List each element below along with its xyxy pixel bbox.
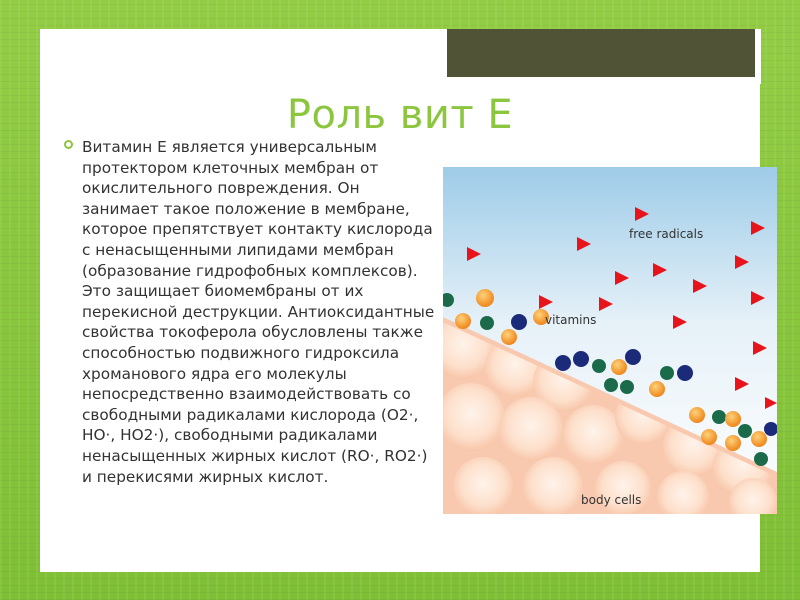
vitamin-illustration (443, 167, 777, 514)
label-free-radicals: free radicals (629, 227, 704, 241)
body-cell (563, 405, 623, 465)
slide-title: Роль вит Е (286, 92, 514, 138)
header-block (441, 29, 761, 84)
bullet-circle-icon (64, 140, 73, 149)
body-cell (499, 397, 563, 461)
slide (40, 29, 760, 572)
label-vitamins: vitamins (545, 313, 597, 327)
illustration-svg (443, 167, 777, 514)
bullet-text: Витамин Е является универсальным протектором клеточных мембран от окислительного повреждения. Он занимает такое положение в мембране, которое препятствует контакту кислорода с ненасыщенными липидами мембран (образование гидрофобных комплексов). Это защищает биомембраны от их перекисной деструкции. Антиоксидантные свойства токоферола обусловлены также способностью подвижного гидроксила хроманового ядра его молекулы непосредственно взаимодействовать со свободными радикалами кислорода (О2·, НО·, НО2·), свободными радикалами ненасыщенных жирных кислот (RO·, RO2·) и перекисями жирных кислот. (82, 138, 435, 486)
header-dark-panel (447, 29, 755, 77)
label-body-cells: body cells (581, 493, 642, 507)
